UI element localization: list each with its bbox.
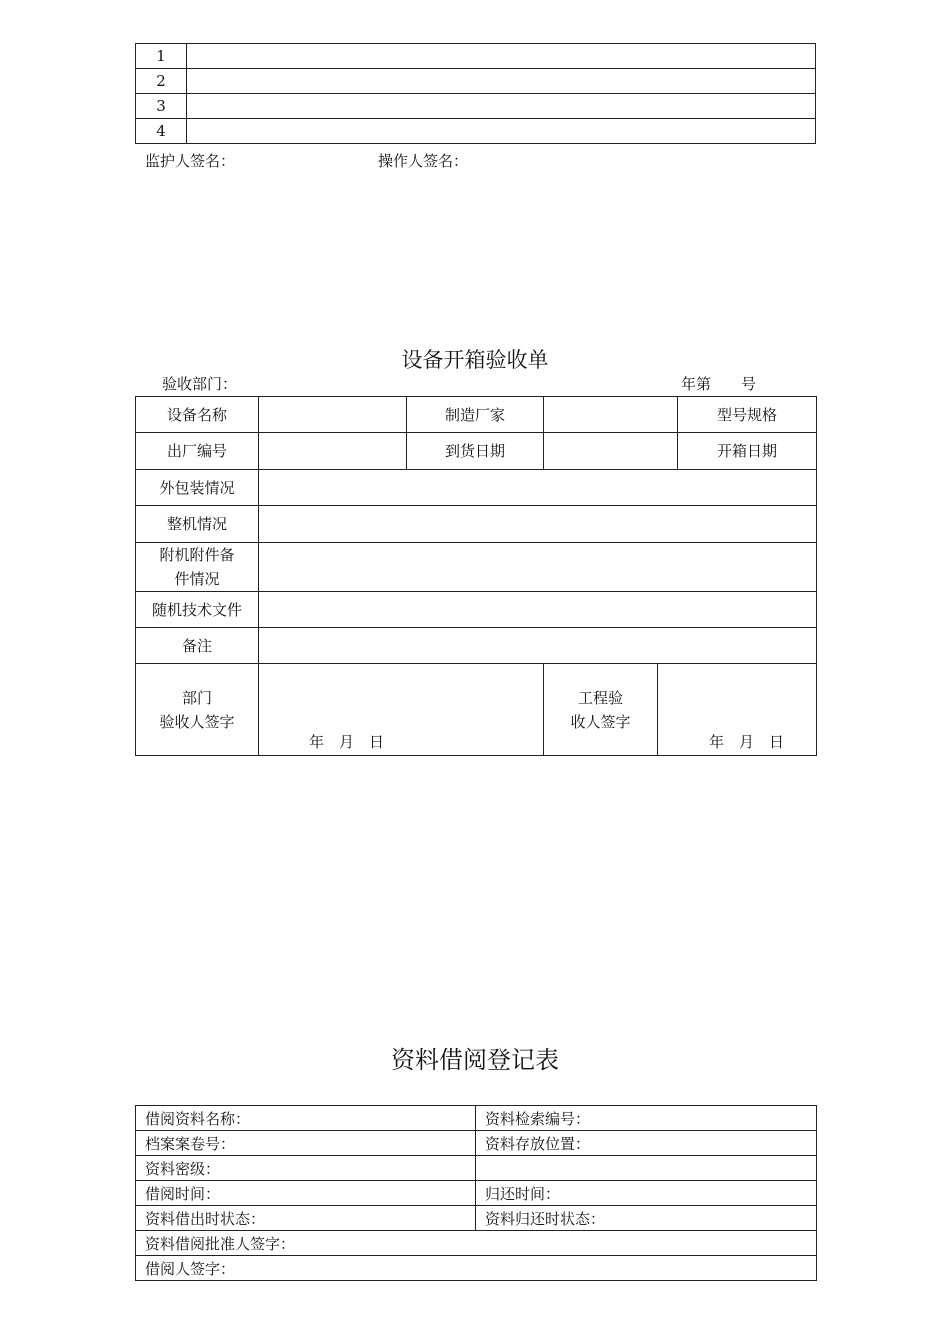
archive-no-field[interactable]: 档案案卷号： bbox=[136, 1131, 476, 1156]
remarks-value[interactable] bbox=[259, 628, 817, 664]
dept-sign-label-line1: 部门 bbox=[181, 688, 212, 707]
factory-no-label: 出厂编号 bbox=[136, 433, 259, 470]
table-row bbox=[136, 433, 817, 470]
borrow-time-field[interactable]: 借阅时间： bbox=[136, 1181, 476, 1206]
return-status-field[interactable]: 资料归还时状态： bbox=[476, 1206, 817, 1231]
return-time-field[interactable]: 归还时间： bbox=[476, 1181, 817, 1206]
table-row bbox=[136, 506, 817, 543]
eng-sign-label-line1: 工程验 bbox=[578, 688, 624, 707]
dept-label: 验收部门： bbox=[162, 375, 238, 393]
row-number: 4 bbox=[136, 119, 187, 144]
unpack-date-label: 开箱日期 bbox=[678, 433, 817, 470]
equipment-name-label: 设备名称 bbox=[136, 397, 259, 433]
accessories-label bbox=[136, 543, 259, 592]
operator-signature-label: 操作人签名： bbox=[378, 152, 469, 170]
arrival-date-label: 到货日期 bbox=[407, 433, 544, 470]
row-number: 3 bbox=[136, 94, 187, 119]
secrecy-level-field[interactable]: 资料密级： bbox=[136, 1156, 476, 1181]
eng-sign-label bbox=[544, 664, 658, 756]
table-row bbox=[136, 1106, 817, 1131]
empty-cell[interactable] bbox=[476, 1156, 817, 1181]
model-spec-label: 型号规格 bbox=[678, 397, 817, 433]
serial-label: 年第 号 bbox=[681, 375, 757, 393]
table-row bbox=[136, 69, 816, 94]
borrow-form-title: 资料借阅登记表 bbox=[391, 1046, 559, 1074]
tech-docs-value[interactable] bbox=[259, 592, 817, 628]
table-row bbox=[136, 543, 817, 592]
table-row bbox=[136, 592, 817, 628]
guardian-signature-label: 监护人签名： bbox=[145, 152, 236, 170]
arrival-date-value[interactable] bbox=[544, 433, 678, 470]
table-row bbox=[136, 397, 817, 433]
eng-sign-label-line2: 收人签字 bbox=[570, 712, 631, 731]
borrower-signature-field[interactable]: 借阅人签字： bbox=[136, 1256, 817, 1281]
acceptance-form-title: 设备开箱验收单 bbox=[401, 348, 549, 372]
table-row bbox=[136, 664, 817, 756]
row-cell[interactable] bbox=[187, 69, 816, 94]
factory-no-value[interactable] bbox=[259, 433, 407, 470]
table-row bbox=[136, 1131, 817, 1156]
accessories-label-line1: 附机附件备 bbox=[159, 546, 235, 564]
table-row bbox=[136, 1156, 817, 1181]
outer-packaging-value[interactable] bbox=[259, 470, 817, 506]
table-row bbox=[136, 44, 816, 69]
numbered-table bbox=[135, 43, 816, 144]
whole-machine-label: 整机情况 bbox=[136, 506, 259, 543]
equipment-name-value[interactable] bbox=[259, 397, 407, 433]
table-row bbox=[136, 1231, 817, 1256]
borrow-table bbox=[135, 1105, 817, 1281]
manufacturer-label: 制造厂家 bbox=[407, 397, 544, 433]
dept-sign-date[interactable]: 年 月 日 bbox=[259, 664, 544, 756]
row-number: 1 bbox=[136, 44, 187, 69]
table-row bbox=[136, 1181, 817, 1206]
table-row bbox=[136, 119, 816, 144]
table-row bbox=[136, 470, 817, 506]
whole-machine-value[interactable] bbox=[259, 506, 817, 543]
table-row bbox=[136, 94, 816, 119]
tech-docs-label: 随机技术文件 bbox=[136, 592, 259, 628]
accessories-label-line2: 件情况 bbox=[174, 570, 220, 588]
remarks-label: 备注 bbox=[136, 628, 259, 664]
table-row bbox=[136, 628, 817, 664]
row-number: 2 bbox=[136, 69, 187, 94]
lend-status-field[interactable]: 资料借出时状态： bbox=[136, 1206, 476, 1231]
storage-location-field[interactable]: 资料存放位置： bbox=[476, 1131, 817, 1156]
row-cell[interactable] bbox=[187, 44, 816, 69]
eng-sign-date[interactable]: 年 月 日 bbox=[658, 664, 817, 756]
row-cell[interactable] bbox=[187, 94, 816, 119]
material-name-field[interactable]: 借阅资料名称： bbox=[136, 1106, 476, 1131]
dept-sign-label bbox=[136, 664, 259, 756]
outer-packaging-label: 外包装情况 bbox=[136, 470, 259, 506]
table-row bbox=[136, 1256, 817, 1281]
retrieval-no-field[interactable]: 资料检索编号： bbox=[476, 1106, 817, 1131]
approver-signature-field[interactable]: 资料借阅批准人签字： bbox=[136, 1231, 817, 1256]
table-row bbox=[136, 1206, 817, 1231]
acceptance-table bbox=[135, 396, 817, 756]
accessories-value[interactable] bbox=[259, 543, 817, 592]
dept-sign-label-line2: 验收人签字 bbox=[159, 712, 235, 731]
row-cell[interactable] bbox=[187, 119, 816, 144]
manufacturer-value[interactable] bbox=[544, 397, 678, 433]
